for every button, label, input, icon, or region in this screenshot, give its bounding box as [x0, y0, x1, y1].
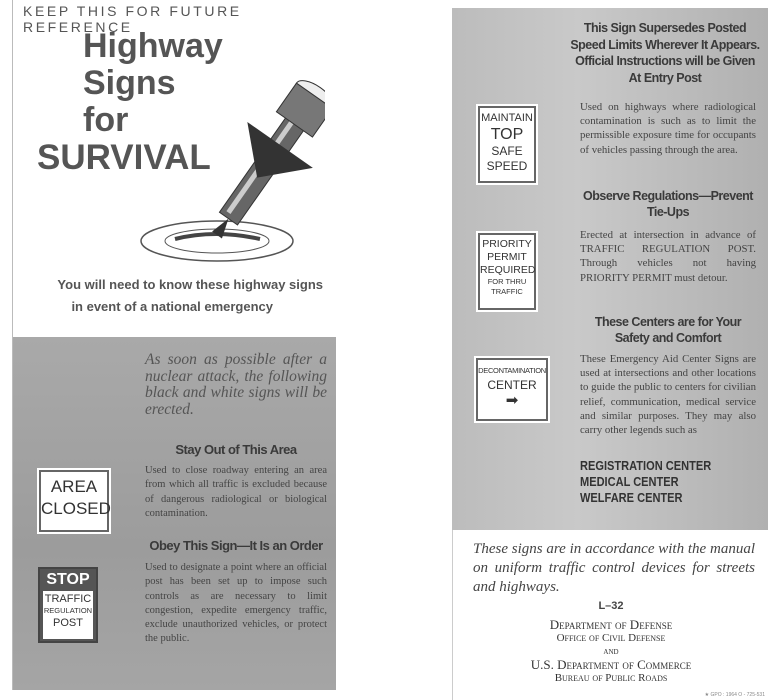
print-code: ★ GPO : 1964 O - 725-531: [704, 692, 765, 698]
sign-line: STOP: [46, 571, 90, 588]
sign-line: TRAFFIC: [44, 593, 92, 605]
section-text: Erected at intersection in advance of TRAFFIC REGULATION POST. Through vehicles not having PRIORITY PERMIT must detour.: [580, 229, 756, 284]
legend-item: REGISTRATION CENTER: [580, 458, 712, 473]
agency-line: U.S. Department of Commerce: [530, 657, 692, 672]
sign-line: PRIORITY: [482, 238, 532, 250]
section-text: Used to designate a point where an official post has been set up to impose such controls as are necessary to limit congestion, expedite emergency traffic, exclude unauthorized vehicles, or protect the public.: [145, 562, 327, 645]
title-line: Highway: [83, 27, 223, 65]
section-text: Used on highways where radiological contamination is such as to limit the permissible exposure time for occupants of vehicles passing through the area.: [580, 101, 756, 156]
section-text: Used to close roadway entering an area from which all traffic is excluded because of dangerous radiological or biological contamination.: [145, 465, 327, 519]
cover-subtitle: [43, 274, 323, 318]
cover-section: [13, 0, 336, 337]
sign-line: REGULATION: [43, 606, 93, 615]
title-line: for: [83, 101, 129, 139]
signs-section: [452, 8, 768, 530]
sign-line: REQUIRED: [480, 264, 536, 276]
sign-line: FOR THRU: [487, 277, 527, 286]
missile-hitting-target-icon: [125, 45, 325, 265]
stop-traffic-regulation-post-sign: [38, 567, 98, 643]
sign-line: TRAFFIC: [491, 287, 523, 296]
subtitle-line: in event of a national emergency: [71, 299, 273, 314]
section-heading: Stay Out of This Area: [175, 442, 297, 457]
legend-item: MEDICAL CENTER: [580, 474, 679, 489]
section-text: These Emergency Aid Center Signs are used at intersections and other locations to guide the public to centers for civilian relief, communication, medical service and similar purposes. They may also carry other legends such as: [580, 353, 756, 437]
sign-line: POST: [53, 617, 83, 629]
area-closed-sign: [39, 470, 109, 532]
form-number: L–32: [598, 600, 624, 612]
title-line: SURVIVAL: [37, 138, 211, 177]
legend-item: WELFARE CENTER: [580, 490, 683, 505]
decontamination-center-sign: [476, 358, 548, 421]
sign-line: MAINTAIN: [481, 112, 533, 124]
sign-line: SAFE: [491, 144, 523, 158]
keep-notice: KEEP THIS FOR FUTURE REFERENCE: [23, 3, 242, 35]
sign-line: CENTER: [487, 378, 537, 392]
sign-line: PERMIT: [487, 251, 527, 263]
maintain-top-safe-speed-sign: [478, 106, 536, 183]
closing-text: These signs are in accordance with the manual on uniform traffic control devices for streets and highways.: [473, 541, 755, 595]
section-heading: These Centers are for Your Safety and Comfort: [594, 315, 742, 345]
legend-list: [580, 458, 711, 506]
agency-line: Bureau of Public Roads: [554, 672, 668, 684]
sign-line: TOP: [490, 126, 524, 143]
intro-text: As soon as possible after a nuclear attack, the following black and white signs will be erected.: [145, 351, 327, 418]
agency-line: Department of Defense: [549, 617, 673, 632]
priority-permit-required-sign: [478, 233, 536, 310]
subtitle-line: You will need to know these highway signs: [57, 277, 323, 292]
title-line: Signs: [83, 64, 176, 102]
sign-line: DECONTAMINATION: [478, 366, 546, 375]
sign-line: AREA: [50, 477, 98, 496]
back-cover-footer: [452, 530, 768, 700]
agency-line: and: [603, 646, 619, 657]
sign-line: CLOSED: [41, 499, 111, 518]
arrow-right-icon: ➡: [505, 392, 519, 409]
left-page: [12, 0, 336, 690]
section-heading: This Sign Supersedes Posted Speed Limits Wherever It Appears. Official Instructions will be Given At Entry Post: [570, 21, 760, 85]
sign-line: SPEED: [486, 159, 528, 173]
section-heading: Observe Regulations—Prevent Tie-Ups: [583, 189, 753, 219]
signs-section: [13, 337, 336, 690]
right-page: [452, 8, 768, 700]
section-heading: Obey This Sign—It Is an Order: [149, 538, 323, 553]
agency-credits: [453, 618, 768, 685]
agency-line: Office of Civil Defense: [556, 632, 666, 644]
